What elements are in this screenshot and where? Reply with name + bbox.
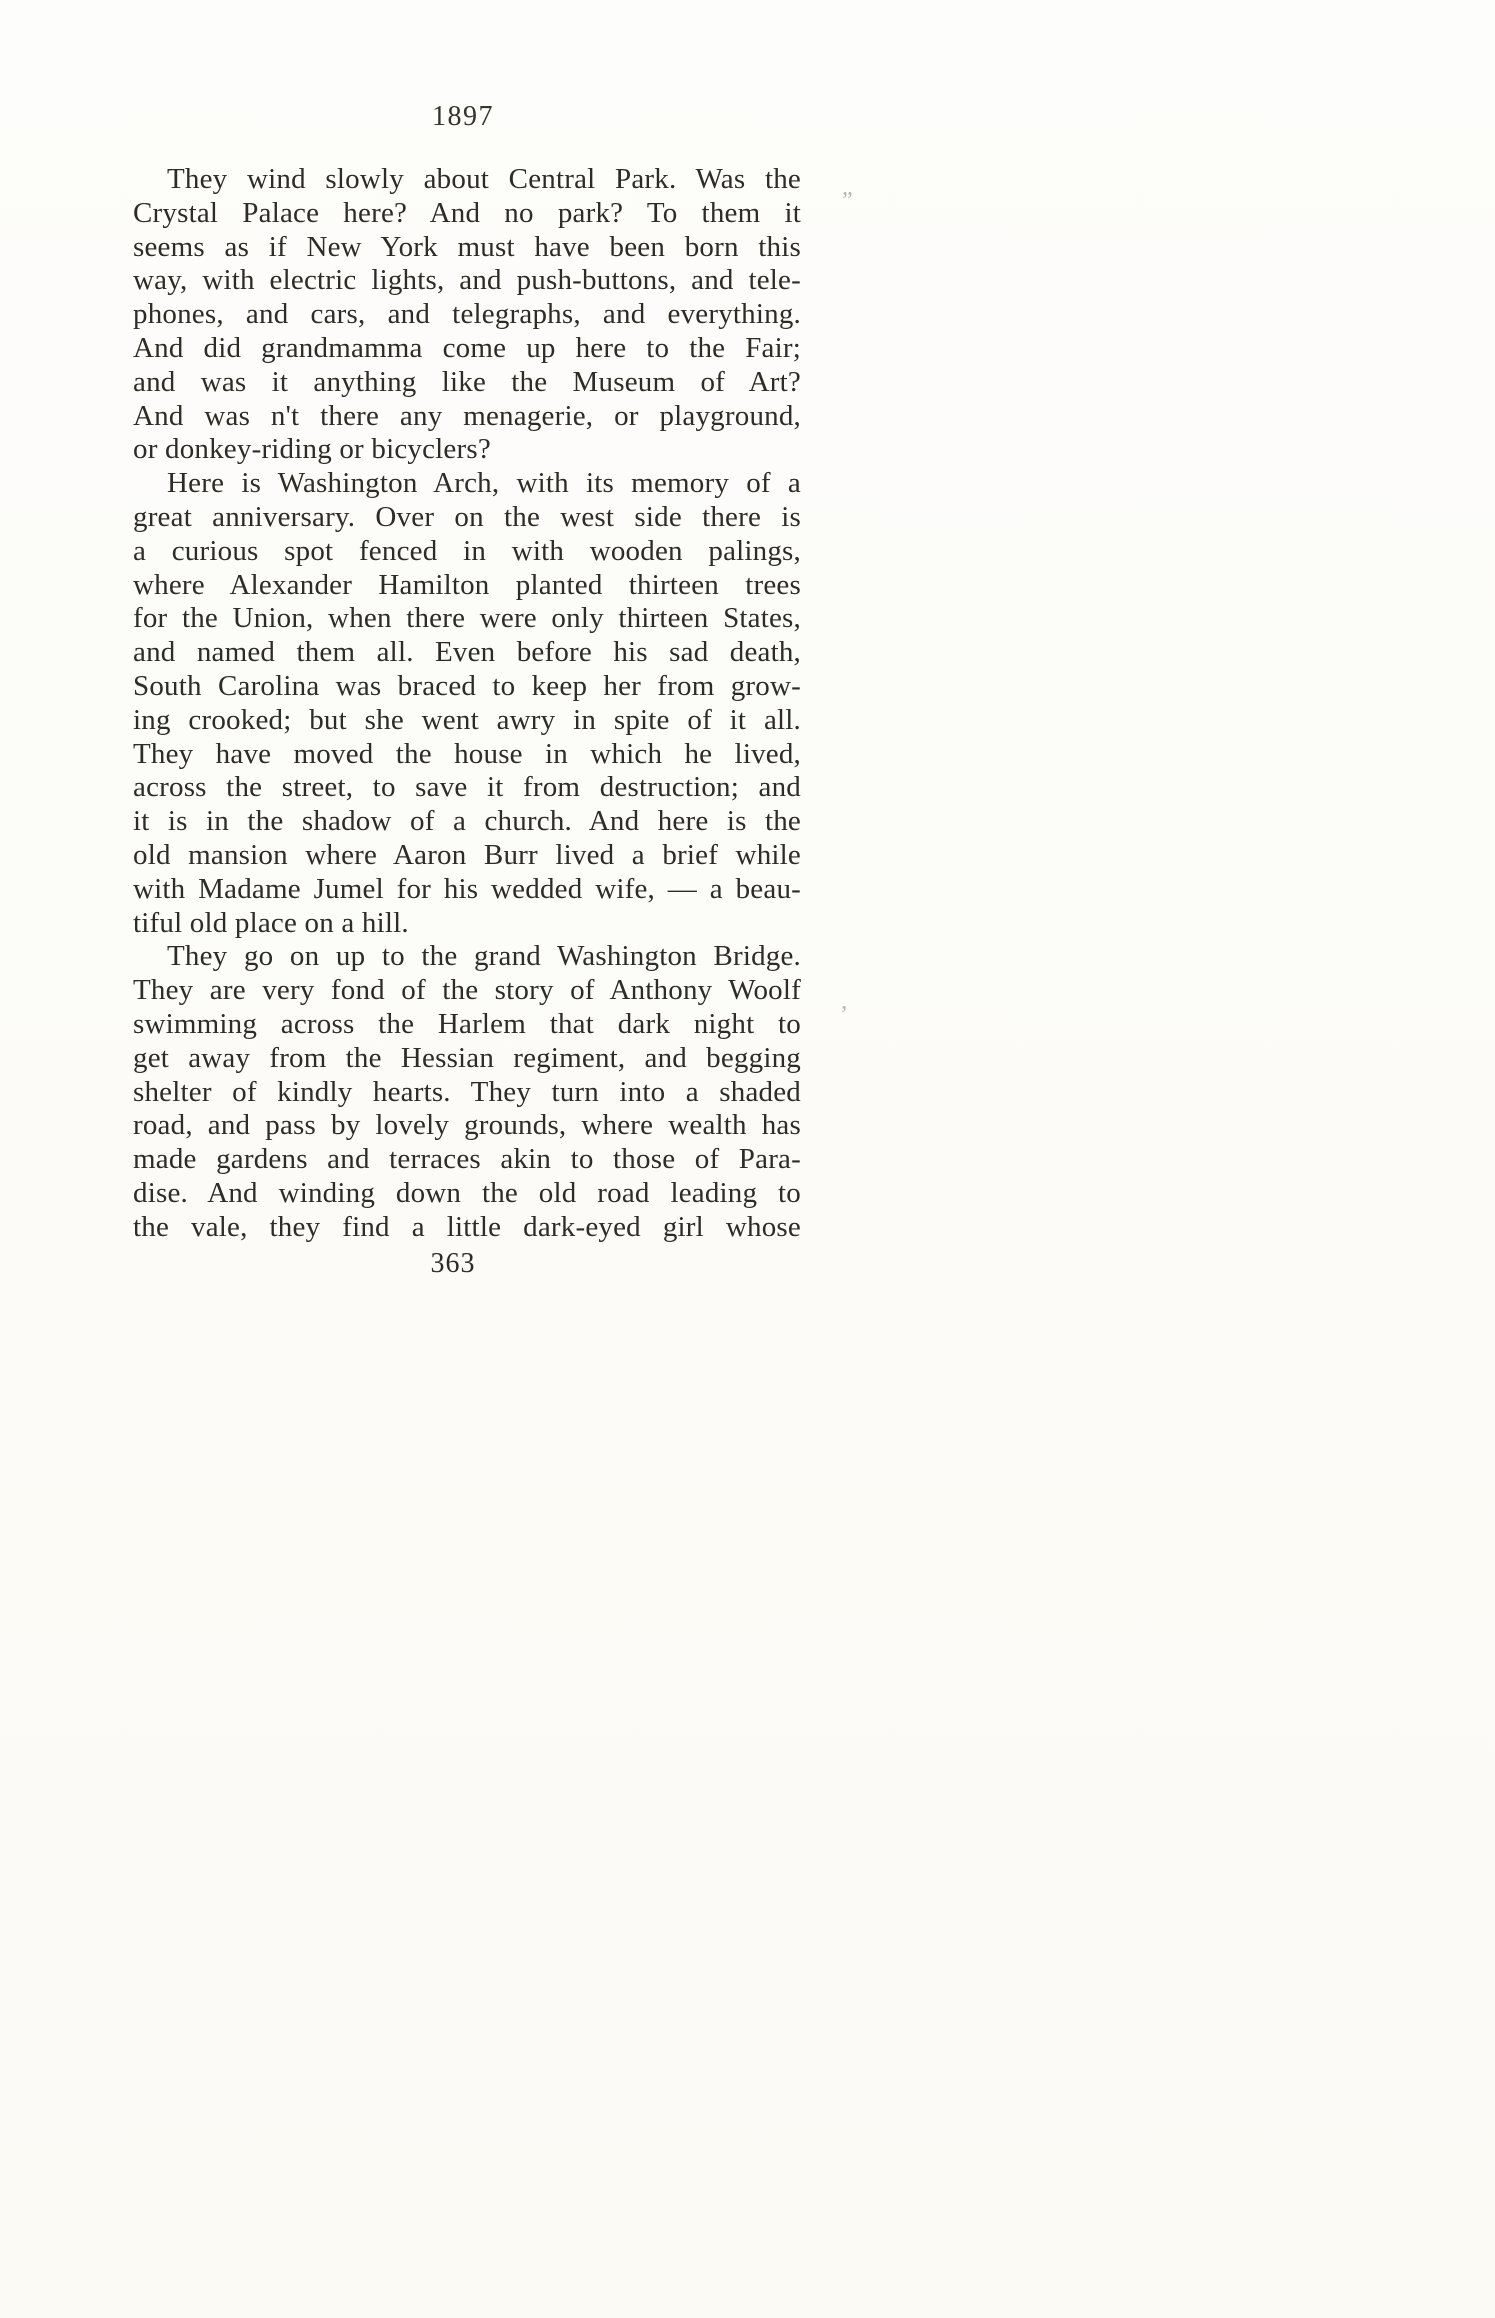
text-line: the vale, they find a little dark-eyed girl whose (133, 1210, 801, 1243)
text-line: And was n't there any menagerie, or playground, (133, 399, 801, 432)
page-number: 363 (430, 1248, 476, 1279)
text-line: old mansion where Aaron Burr lived a brief while (133, 838, 801, 871)
text-line: for the Union, when there were only thirteen States, (133, 602, 801, 635)
text-line: phones, and cars, and telegraphs, and everything. (133, 298, 801, 331)
text-line: swimming across the Harlem that dark night to (133, 1007, 801, 1040)
text-line: shelter of kindly hearts. They turn into a shaded (133, 1075, 801, 1108)
text-line: a curious spot fenced in with wooden palings, (133, 534, 801, 567)
text-line: They wind slowly about Central Park. Was the (167, 163, 801, 195)
text-line: or donkey-riding or bicyclers? (133, 433, 491, 466)
text-line: way, with electric lights, and push-buttons, and tele- (133, 264, 801, 297)
text-line: And did grandmamma come up here to the Fair; (133, 331, 801, 364)
text-line: and named them all. Even before his sad death, (133, 636, 801, 669)
text-line: it is in the shadow of a church. And here is the (133, 805, 801, 838)
text-line: Here is Washington Arch, with its memory of a (167, 467, 801, 500)
text-line: They have moved the house in which he lived, (133, 737, 801, 770)
text-line: road, and pass by lovely grounds, where wealth has (133, 1109, 801, 1142)
text-line: South Carolina was braced to keep her from grow- (133, 669, 801, 702)
text-line: tiful old place on a hill. (133, 906, 409, 939)
text-line: They go on up to the grand Washington Bridge. (167, 940, 801, 973)
text-line: seems as if New York must have been born this (133, 230, 801, 263)
text-line: They are very fond of the story of Anthony Woolf (133, 974, 801, 1007)
scan-artifact-mark: ’ (840, 1002, 848, 1028)
text-line: ing crooked; but she went awry in spite of it all. (133, 703, 801, 736)
text-line: made gardens and terraces akin to those of Para- (133, 1143, 801, 1176)
text-line: across the street, to save it from destruction; and (133, 771, 801, 804)
text-line: where Alexander Hamilton planted thirteen trees (133, 568, 801, 601)
scan-artifact-mark: ” (842, 188, 853, 214)
text-line: great anniversary. Over on the west side there is (133, 500, 801, 533)
text-line: dise. And winding down the old road leading to (133, 1176, 801, 1209)
text-line: and was it anything like the Museum of Art? (133, 365, 801, 398)
page-header-year: 1897 (432, 101, 494, 132)
text-line: Crystal Palace here? And no park? To them it (133, 196, 801, 229)
text-line: get away from the Hessian regiment, and begging (133, 1041, 801, 1074)
text-line: with Madame Jumel for his wedded wife, — a beau- (133, 872, 801, 905)
text-block (133, 163, 801, 1245)
